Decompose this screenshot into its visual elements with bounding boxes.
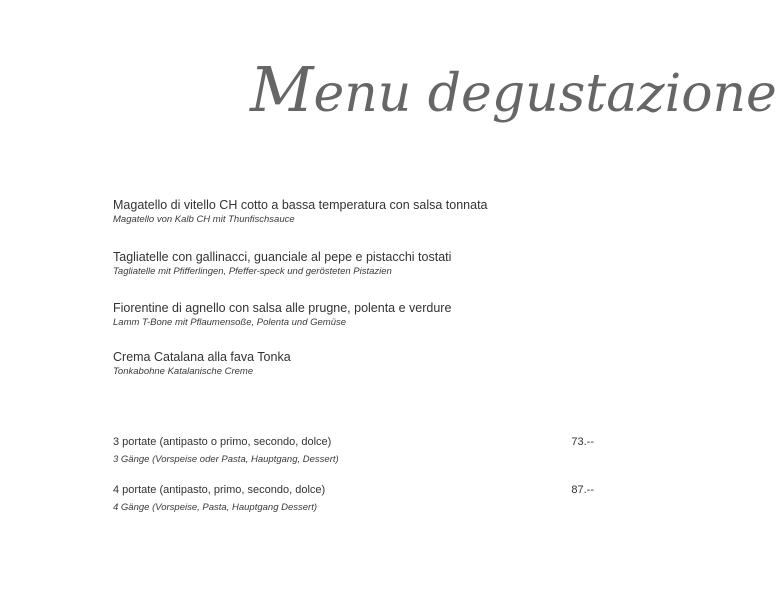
dish-name-italian: Fiorentine di agnello con salsa alle prugne, polenta e verdure bbox=[113, 301, 452, 315]
price-option-label: 3 portate (antipasto o primo, secondo, dolce) bbox=[113, 436, 332, 448]
menu-title-initial: M bbox=[250, 53, 314, 126]
dish-name-german: Lamm T-Bone mit Pflaumensoße, Polenta und Gemüse bbox=[113, 317, 347, 328]
menu-title-rest: enu degustazione bbox=[313, 64, 777, 124]
price-option-amount: 73.-- bbox=[571, 436, 594, 448]
dish-name-german: Tagliatelle mit Pfifferlingen, Pfeffer-speck und gerösteten Pistazien bbox=[113, 266, 392, 277]
price-option-amount: 87.-- bbox=[571, 484, 594, 496]
price-option bbox=[113, 483, 594, 515]
dish-name-italian: Tagliatelle con gallinacci, guanciale al pepe e pistacchi tostati bbox=[113, 250, 452, 264]
price-option bbox=[113, 435, 594, 467]
dish-name-german: Tonkabohne Katalanische Creme bbox=[113, 366, 254, 377]
dish-name-italian: Crema Catalana alla fava Tonka bbox=[113, 350, 291, 364]
dish-item bbox=[113, 249, 583, 278]
dish-item bbox=[113, 300, 583, 329]
price-option-label-german: 3 Gänge (Vorspeise oder Pasta, Hauptgang, Dessert) bbox=[113, 454, 339, 465]
menu-title bbox=[250, 50, 777, 134]
dish-item bbox=[113, 197, 583, 226]
price-option-label: 4 portate (antipasto, primo, secondo, dolce) bbox=[113, 484, 326, 496]
price-option-label-german: 4 Gänge (Vorspeise, Pasta, Hauptgang Dessert) bbox=[113, 502, 318, 513]
dish-name-german: Magatello von Kalb CH mit Thunfischsauce bbox=[113, 214, 295, 225]
dish-name-italian: Magatello di vitello CH cotto a bassa temperatura con salsa tonnata bbox=[113, 198, 488, 212]
dish-item bbox=[113, 349, 583, 378]
